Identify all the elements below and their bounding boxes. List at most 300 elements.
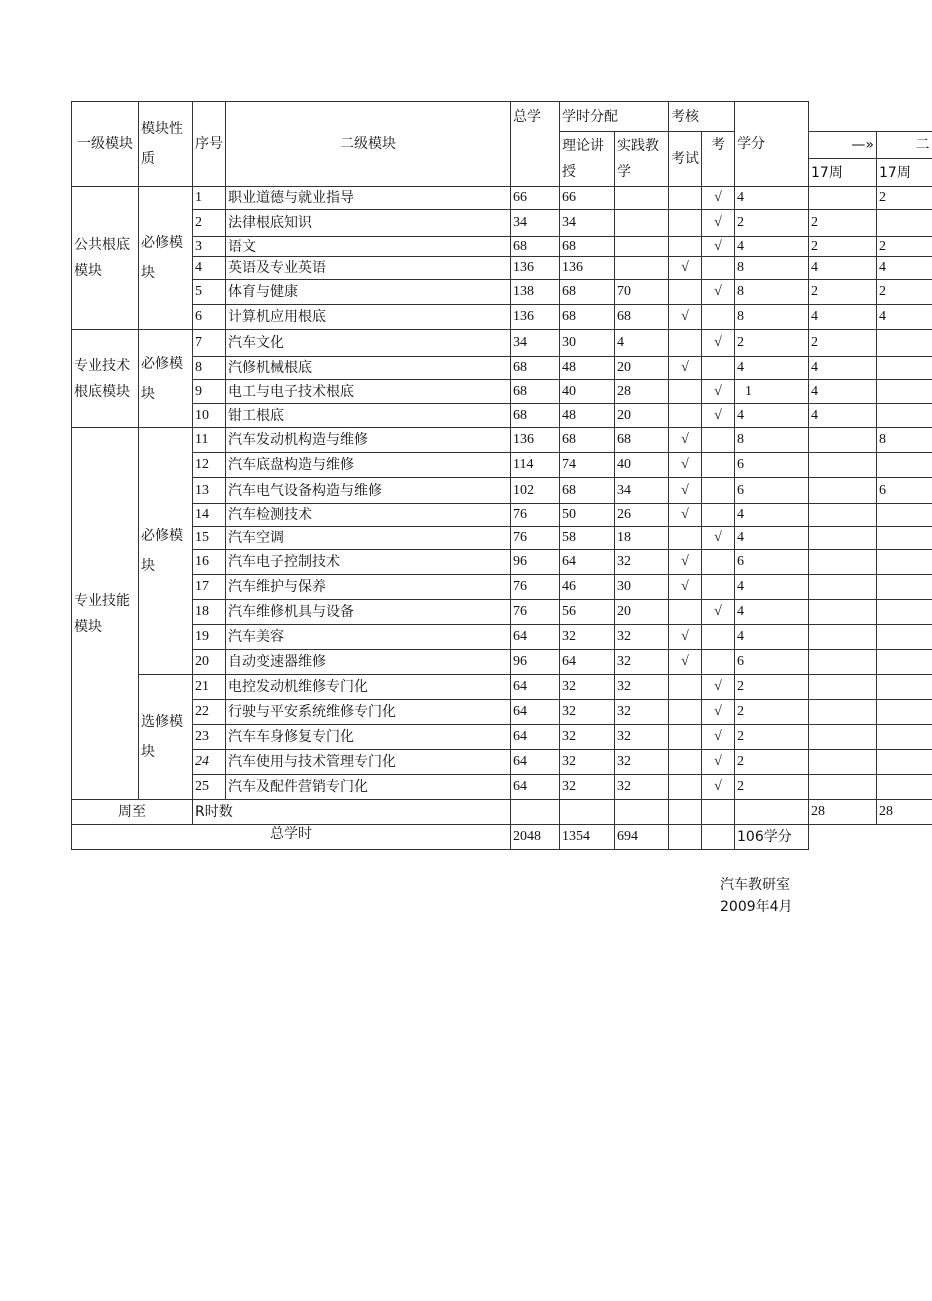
row-term1-hours: 2 [809, 280, 877, 305]
row-seq: 5 [193, 280, 226, 305]
row-term2-hours [877, 504, 932, 527]
row-total-hours: 68 [511, 380, 560, 404]
totals-row [72, 825, 932, 850]
header-hour-dist: 学时分配 [560, 102, 669, 132]
row-seq: 24 [193, 750, 226, 775]
row-course-name: 汽车使用与技术管理专门化 [226, 750, 511, 775]
row-check-mark [702, 357, 735, 380]
row-credits: 2 [735, 725, 809, 750]
row-credits: 2 [735, 210, 809, 237]
row-total-hours: 68 [511, 237, 560, 257]
row-theory-hours: 68 [560, 478, 615, 504]
table-row [72, 625, 932, 650]
row-theory-hours: 56 [560, 600, 615, 625]
row-total-hours: 138 [511, 280, 560, 305]
row-exam-mark [669, 600, 702, 625]
weekly-blank [615, 800, 669, 825]
row-theory-hours: 48 [560, 404, 615, 428]
row-total-hours: 68 [511, 357, 560, 380]
row-seq: 16 [193, 550, 226, 575]
row-seq: 18 [193, 600, 226, 625]
row-exam-mark [669, 527, 702, 550]
table-row [72, 504, 932, 527]
row-credits: 2 [735, 750, 809, 775]
row-theory-hours: 68 [560, 305, 615, 330]
row-credits: 2 [735, 330, 809, 357]
row-practice-hours: 18 [615, 527, 669, 550]
row-course-name: 钳工根底 [226, 404, 511, 428]
weekly-blank [560, 800, 615, 825]
row-exam-mark [669, 330, 702, 357]
row-practice-hours: 32 [615, 675, 669, 700]
row-practice-hours [615, 257, 669, 280]
header-check: 考 [702, 132, 735, 187]
row-exam-mark: √ [669, 625, 702, 650]
row-total-hours: 76 [511, 575, 560, 600]
row-total-hours: 136 [511, 305, 560, 330]
row-theory-hours: 32 [560, 700, 615, 725]
row-course-name: 汽车发动机构造与维修 [226, 428, 511, 453]
row-course-name: 汽车电子控制技术 [226, 550, 511, 575]
row-course-name: 汽车车身修复专门化 [226, 725, 511, 750]
row-term1-hours [809, 478, 877, 504]
weekly-blank [702, 800, 735, 825]
row-exam-mark: √ [669, 504, 702, 527]
row-course-name: 汽车美容 [226, 625, 511, 650]
row-term1-hours [809, 600, 877, 625]
row-practice-hours: 4 [615, 330, 669, 357]
row-term2-hours [877, 380, 932, 404]
row-credits: 6 [735, 650, 809, 675]
row-course-name: 行驶与平安系统维修专门化 [226, 700, 511, 725]
row-theory-hours: 68 [560, 280, 615, 305]
row-theory-hours: 64 [560, 550, 615, 575]
row-theory-hours: 32 [560, 750, 615, 775]
row-check-mark [702, 650, 735, 675]
row-term2-hours: 2 [877, 280, 932, 305]
row-term2-hours [877, 404, 932, 428]
row-practice-hours: 20 [615, 404, 669, 428]
row-course-name: 汽车及配件营销专门化 [226, 775, 511, 800]
header-exam: 考试 [669, 132, 702, 187]
module-nature-tech: 必修模块 [139, 330, 193, 428]
table-row [72, 330, 932, 357]
row-credits: 6 [735, 550, 809, 575]
header-level1: 一级模块 [72, 102, 139, 187]
row-seq: 22 [193, 700, 226, 725]
row-practice-hours [615, 187, 669, 210]
row-total-hours: 64 [511, 750, 560, 775]
table-row [72, 725, 932, 750]
row-term1-hours: 4 [809, 357, 877, 380]
table-row [72, 380, 932, 404]
row-total-hours: 64 [511, 700, 560, 725]
row-term2-hours: 6 [877, 478, 932, 504]
row-exam-mark: √ [669, 650, 702, 675]
row-seq: 25 [193, 775, 226, 800]
table-row [72, 650, 932, 675]
header-term2: 二 [877, 132, 932, 159]
row-credits: 4 [735, 187, 809, 210]
row-exam-mark: √ [669, 550, 702, 575]
row-check-mark [702, 428, 735, 453]
row-credits: 1 [735, 380, 809, 404]
row-exam-mark: √ [669, 478, 702, 504]
row-credits: 4 [735, 404, 809, 428]
footer-date: 2009年4月 [720, 899, 793, 915]
totals-hours: 2048 [511, 825, 560, 850]
row-term1-hours: 2 [809, 237, 877, 257]
row-term2-hours: 4 [877, 305, 932, 330]
weekly-blank [669, 800, 702, 825]
row-exam-mark [669, 700, 702, 725]
row-course-name: 汽车空调 [226, 527, 511, 550]
row-exam-mark [669, 750, 702, 775]
table-body [72, 102, 932, 850]
row-seq: 6 [193, 305, 226, 330]
totals-theory: 1354 [560, 825, 615, 850]
row-theory-hours: 58 [560, 527, 615, 550]
weekly-label-b: R时数 [193, 800, 511, 825]
row-total-hours: 76 [511, 600, 560, 625]
row-theory-hours: 34 [560, 210, 615, 237]
row-seq: 9 [193, 380, 226, 404]
row-practice-hours: 26 [615, 504, 669, 527]
row-seq: 7 [193, 330, 226, 357]
row-term1-hours [809, 453, 877, 478]
row-practice-hours: 68 [615, 428, 669, 453]
totals-label: 总学时 [72, 825, 511, 850]
row-theory-hours: 74 [560, 453, 615, 478]
row-credits: 6 [735, 478, 809, 504]
row-check-mark: √ [702, 750, 735, 775]
row-term1-hours [809, 775, 877, 800]
table-row [72, 237, 932, 257]
header-assessment: 考核 [669, 102, 735, 132]
table-row [72, 404, 932, 428]
weekly-term1: 28 [809, 800, 877, 825]
table-row [72, 478, 932, 504]
row-exam-mark [669, 775, 702, 800]
row-total-hours: 96 [511, 550, 560, 575]
table-row [72, 700, 932, 725]
row-total-hours: 34 [511, 330, 560, 357]
row-practice-hours: 20 [615, 600, 669, 625]
row-exam-mark [669, 280, 702, 305]
module-nature-public: 必修模块 [139, 187, 193, 330]
row-exam-mark [669, 380, 702, 404]
row-practice-hours: 32 [615, 650, 669, 675]
row-seq: 21 [193, 675, 226, 700]
row-term1-hours [809, 700, 877, 725]
row-practice-hours: 28 [615, 380, 669, 404]
table-row [72, 550, 932, 575]
header-theory: 理论讲授 [560, 132, 615, 187]
row-term2-hours: 2 [877, 187, 932, 210]
row-theory-hours: 66 [560, 187, 615, 210]
row-practice-hours [615, 237, 669, 257]
row-credits: 8 [735, 428, 809, 453]
row-practice-hours [615, 210, 669, 237]
row-check-mark: √ [702, 675, 735, 700]
row-theory-hours: 50 [560, 504, 615, 527]
row-theory-hours: 48 [560, 357, 615, 380]
level1-module-public: 公共根底模块 [72, 187, 139, 330]
table-row [72, 210, 932, 237]
weekly-term2: 28 [877, 800, 932, 825]
row-seq: 2 [193, 210, 226, 237]
row-exam-mark: √ [669, 257, 702, 280]
row-total-hours: 136 [511, 428, 560, 453]
row-term2-hours [877, 625, 932, 650]
row-course-name: 汽车维护与保养 [226, 575, 511, 600]
row-exam-mark [669, 237, 702, 257]
row-course-name: 法律根底知识 [226, 210, 511, 237]
row-course-name: 体育与健康 [226, 280, 511, 305]
row-term2-hours [877, 527, 932, 550]
row-term2-hours [877, 750, 932, 775]
row-course-name: 电控发动机维修专门化 [226, 675, 511, 700]
row-practice-hours: 68 [615, 305, 669, 330]
row-term2-hours: 8 [877, 428, 932, 453]
row-credits: 4 [735, 625, 809, 650]
row-seq: 8 [193, 357, 226, 380]
table-row [72, 527, 932, 550]
row-check-mark: √ [702, 404, 735, 428]
row-term2-hours [877, 550, 932, 575]
row-seq: 4 [193, 257, 226, 280]
row-total-hours: 64 [511, 725, 560, 750]
table-row [72, 453, 932, 478]
row-theory-hours: 32 [560, 725, 615, 750]
row-theory-hours: 136 [560, 257, 615, 280]
row-check-mark [702, 478, 735, 504]
weekly-label-a: 周至 [72, 800, 193, 825]
row-seq: 14 [193, 504, 226, 527]
row-exam-mark [669, 404, 702, 428]
row-term1-hours [809, 650, 877, 675]
row-exam-mark [669, 675, 702, 700]
row-term2-hours [877, 210, 932, 237]
totals-blank [669, 825, 702, 850]
row-practice-hours: 32 [615, 625, 669, 650]
row-check-mark [702, 504, 735, 527]
row-term1-hours: 2 [809, 330, 877, 357]
row-credits: 8 [735, 257, 809, 280]
header-total-hours: 总学 [511, 102, 560, 187]
row-course-name: 汽车检测技术 [226, 504, 511, 527]
header-term1-weeks: 17周 [809, 159, 877, 187]
row-total-hours: 64 [511, 625, 560, 650]
row-term1-hours [809, 750, 877, 775]
row-term2-hours [877, 600, 932, 625]
row-credits: 2 [735, 775, 809, 800]
row-practice-hours: 40 [615, 453, 669, 478]
row-course-name: 职业道德与就业指导 [226, 187, 511, 210]
row-practice-hours: 32 [615, 700, 669, 725]
totals-blank [702, 825, 735, 850]
row-course-name: 计算机应用根底 [226, 305, 511, 330]
header-nature: 模块性质 [139, 102, 193, 187]
row-seq: 11 [193, 428, 226, 453]
row-term1-hours: 4 [809, 380, 877, 404]
row-term1-hours: 4 [809, 257, 877, 280]
row-check-mark [702, 257, 735, 280]
table-row [72, 575, 932, 600]
row-total-hours: 102 [511, 478, 560, 504]
table-row [72, 750, 932, 775]
row-course-name: 汽车底盘构造与维修 [226, 453, 511, 478]
row-course-name: 语文 [226, 237, 511, 257]
row-check-mark: √ [702, 600, 735, 625]
totals-practice: 694 [615, 825, 669, 850]
row-total-hours: 136 [511, 257, 560, 280]
row-course-name: 电工与电子技术根底 [226, 380, 511, 404]
row-seq: 23 [193, 725, 226, 750]
row-course-name: 汽车电气设备构造与维修 [226, 478, 511, 504]
curriculum-table [71, 101, 932, 850]
row-theory-hours: 32 [560, 775, 615, 800]
row-total-hours: 64 [511, 775, 560, 800]
row-term1-hours [809, 504, 877, 527]
module-nature-skill-elective: 选修模块 [139, 675, 193, 800]
row-credits: 8 [735, 280, 809, 305]
row-credits: 8 [735, 305, 809, 330]
row-exam-mark: √ [669, 357, 702, 380]
row-course-name: 汽修机械根底 [226, 357, 511, 380]
row-total-hours: 76 [511, 504, 560, 527]
row-exam-mark: √ [669, 453, 702, 478]
header-practice: 实践教学 [615, 132, 669, 187]
row-check-mark: √ [702, 725, 735, 750]
row-exam-mark: √ [669, 428, 702, 453]
row-credits: 4 [735, 527, 809, 550]
row-check-mark: √ [702, 700, 735, 725]
row-course-name: 英语及专业英语 [226, 257, 511, 280]
module-nature-skill-required: 必修模块 [139, 428, 193, 675]
table-row [72, 357, 932, 380]
row-check-mark: √ [702, 330, 735, 357]
row-term2-hours [877, 330, 932, 357]
row-exam-mark [669, 187, 702, 210]
row-theory-hours: 32 [560, 675, 615, 700]
row-term2-hours [877, 775, 932, 800]
row-credits: 4 [735, 237, 809, 257]
totals-credits: 106学分 [735, 825, 809, 850]
row-term1-hours [809, 675, 877, 700]
row-practice-hours: 30 [615, 575, 669, 600]
row-term1-hours: 4 [809, 305, 877, 330]
row-theory-hours: 32 [560, 625, 615, 650]
row-term1-hours: 4 [809, 404, 877, 428]
row-seq: 15 [193, 527, 226, 550]
row-theory-hours: 40 [560, 380, 615, 404]
table-row [72, 675, 932, 700]
row-check-mark: √ [702, 210, 735, 237]
row-term2-hours [877, 675, 932, 700]
table-row [72, 600, 932, 625]
row-check-mark [702, 305, 735, 330]
row-seq: 10 [193, 404, 226, 428]
row-seq: 19 [193, 625, 226, 650]
row-total-hours: 96 [511, 650, 560, 675]
table-row [72, 305, 932, 330]
table-row [72, 187, 932, 210]
row-check-mark [702, 453, 735, 478]
row-practice-hours: 34 [615, 478, 669, 504]
row-credits: 2 [735, 675, 809, 700]
row-term2-hours [877, 725, 932, 750]
table-row [72, 428, 932, 453]
row-credits: 6 [735, 453, 809, 478]
row-seq: 17 [193, 575, 226, 600]
totals-empty [809, 825, 877, 850]
row-credits: 4 [735, 504, 809, 527]
row-practice-hours: 20 [615, 357, 669, 380]
row-check-mark: √ [702, 775, 735, 800]
weekly-blank [735, 800, 809, 825]
row-term2-hours: 4 [877, 257, 932, 280]
row-practice-hours: 70 [615, 280, 669, 305]
row-check-mark: √ [702, 187, 735, 210]
row-check-mark [702, 550, 735, 575]
row-seq: 12 [193, 453, 226, 478]
header-seq: 序号 [193, 102, 226, 187]
totals-empty [877, 825, 932, 850]
row-course-name: 自动变速器维修 [226, 650, 511, 675]
table-row [72, 775, 932, 800]
level1-module-skill: 专业技能模块 [72, 428, 139, 800]
header-blank-2 [877, 102, 932, 132]
header-blank-1 [809, 102, 877, 132]
row-term1-hours [809, 550, 877, 575]
row-term1-hours [809, 575, 877, 600]
table-row [72, 280, 932, 305]
row-credits: 4 [735, 575, 809, 600]
row-term1-hours [809, 725, 877, 750]
row-credits: 4 [735, 600, 809, 625]
row-total-hours: 64 [511, 675, 560, 700]
row-course-name: 汽车文化 [226, 330, 511, 357]
row-total-hours: 76 [511, 527, 560, 550]
row-theory-hours: 30 [560, 330, 615, 357]
row-exam-mark: √ [669, 575, 702, 600]
row-exam-mark [669, 210, 702, 237]
row-exam-mark [669, 725, 702, 750]
header-level2: 二级模块 [226, 102, 511, 187]
row-course-name: 汽车维修机具与设备 [226, 600, 511, 625]
row-term2-hours [877, 357, 932, 380]
row-term1-hours: 2 [809, 210, 877, 237]
row-seq: 20 [193, 650, 226, 675]
row-check-mark: √ [702, 527, 735, 550]
row-practice-hours: 32 [615, 550, 669, 575]
row-total-hours: 66 [511, 187, 560, 210]
table-row [72, 257, 932, 280]
row-term1-hours [809, 527, 877, 550]
row-seq: 1 [193, 187, 226, 210]
row-term1-hours [809, 187, 877, 210]
row-term2-hours [877, 453, 932, 478]
row-check-mark: √ [702, 237, 735, 257]
row-theory-hours: 68 [560, 428, 615, 453]
row-seq: 3 [193, 237, 226, 257]
row-credits: 4 [735, 357, 809, 380]
row-credits: 2 [735, 700, 809, 725]
row-theory-hours: 64 [560, 650, 615, 675]
row-theory-hours: 68 [560, 237, 615, 257]
row-term2-hours [877, 650, 932, 675]
